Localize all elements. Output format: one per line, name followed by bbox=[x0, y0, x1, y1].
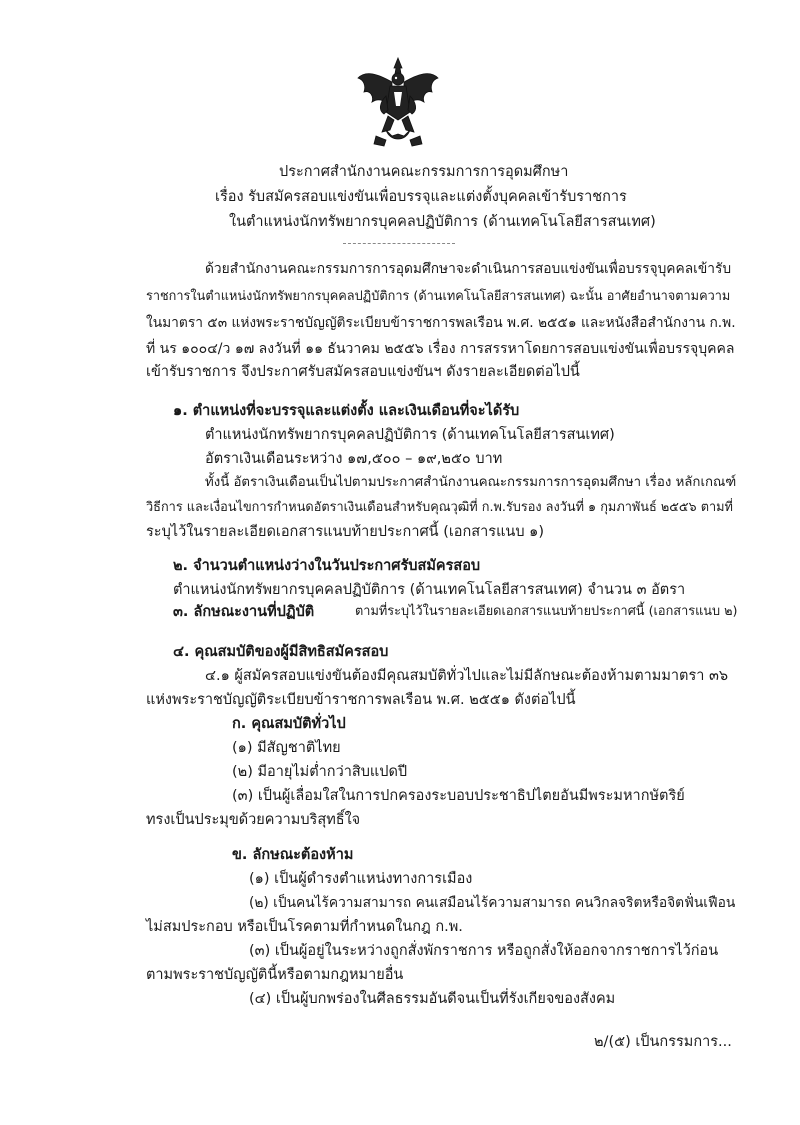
vacancy-count: ตำแหน่งนักทรัพยากรบุคคลปฏิบัติการ (ด้านเทคโนโลยีสารสนเทศ) จำนวน ๓ อัตรา bbox=[173, 582, 686, 598]
section-1-heading: ๑. ตำแหน่งที่จะบรรจุและแต่งตั้ง และเงินเดือนที่จะได้รับ bbox=[173, 403, 520, 419]
position-name: ตำแหน่งนักทรัพยากรบุคคลปฏิบัติการ (ด้านเทคโนโลยีสารสนเทศ) bbox=[205, 427, 615, 443]
general-qualification-item: (๑) มีสัญชาติไทย bbox=[232, 740, 341, 756]
announcement-title: ประกาศสำนักงานคณะกรรมการการอุดมศึกษา bbox=[279, 164, 569, 180]
title-divider bbox=[343, 243, 455, 244]
prohibited-characteristics-heading: ข. ลักษณะต้องห้าม bbox=[232, 847, 354, 863]
general-qualifications-heading: ก. คุณสมบัติทั่วไป bbox=[232, 716, 346, 732]
prohibited-item: (๒) เป็นคนไร้ความสามารถ คนเสมือนไร้ความสามารถ คนวิกลจริตหรือจิตฟั่นเฟือน bbox=[249, 895, 736, 911]
garuda-emblem-icon bbox=[356, 56, 440, 148]
intro-line: เข้ารับราชการ จึงประกาศรับสมัครสอบแข่งขันฯ ดังรายละเอียดต่อไปนี้ bbox=[146, 364, 580, 380]
section-3-heading: ๓. ลักษณะงานที่ปฏิบัติ bbox=[173, 604, 315, 620]
prohibited-item: (๔) เป็นผู้บกพร่องในศีลธรรมอันดีจนเป็นที่รังเกียจของสังคม bbox=[249, 991, 616, 1007]
section-4-heading: ๔. คุณสมบัติของผู้มีสิทธิสมัครสอบ bbox=[173, 644, 389, 660]
job-description-reference: ตามที่ระบุไว้ในรายละเอียดเอกสารแนบท้ายประกาศนี้ (เอกสารแนบ ๒) bbox=[355, 604, 738, 619]
salary-note-line: ทั้งนี้ อัตราเงินเดือนเป็นไปตามประกาศสำนักงานคณะกรรมการการอุดมศึกษา เรื่อง หลักเกณฑ์ bbox=[205, 475, 737, 490]
salary-note-line: วิธีการ และเงื่อนไขการกำหนดอัตราเงินเดือนสำหรับคุณวุฒิที่ ก.พ.รับรอง ลงวันที่ ๑ กุมภาพันธ์ ๒๕๕๖ ตามที่ bbox=[146, 500, 733, 515]
prohibited-item: ตามพระราชบัญญัตินี้หรือตามกฎหมายอื่น bbox=[146, 967, 404, 983]
intro-line: ด้วยสำนักงานคณะกรรมการการอุดมศึกษาจะดำเนินการสอบแข่งขันเพื่อบรรจุบุคคลเข้ารับ bbox=[205, 261, 732, 277]
prohibited-item: (๑) เป็นผู้ดำรงตำแหน่งทางการเมือง bbox=[249, 871, 473, 887]
intro-line: ในมาตรา ๕๓ แห่งพระราชบัญญัติระเบียบข้าราชการพลเรือน พ.ศ. ๒๕๕๑ และหนังสือสำนักงาน ก.พ. bbox=[146, 315, 736, 331]
intro-line: ที่ นร ๑๐๐๔/ว ๑๗ ลงวันที่ ๑๑ ธันวาคม ๒๕๕๖ เรื่อง การสรรหาโดยการสอบแข่งขันเพื่อบรรจุบุคคล bbox=[146, 341, 735, 357]
qualification-intro-line: แห่งพระราชบัญญัติระเบียบข้าราชการพลเรือน พ.ศ. ๒๕๕๑ ดังต่อไปนี้ bbox=[146, 692, 576, 708]
salary-range: อัตราเงินเดือนระหว่าง ๑๗,๕๐๐ – ๑๙,๒๕๐ บาท bbox=[205, 451, 503, 467]
salary-note-line: ระบุไว้ในรายละเอียดเอกสารแนบท้ายประกาศนี้ (เอกสารแนบ ๑) bbox=[146, 524, 545, 540]
general-qualification-item: (๓) เป็นผู้เลื่อมใสในการปกครองระบอบประชาธิปไตยอันมีพระมหากษัตริย์ bbox=[232, 788, 685, 804]
section-2-heading: ๒. จำนวนตำแหน่งว่างในวันประกาศรับสมัครสอบ bbox=[173, 558, 481, 574]
intro-line: ราชการในตำแหน่งนักทรัพยากรบุคคลปฏิบัติการ (ด้านเทคโนโลยีสารสนเทศ) ฉะนั้น อาศัยอำนาจตามความ bbox=[146, 289, 731, 304]
general-qualification-item: (๒) มีอายุไม่ต่ำกว่าสิบแปดปี bbox=[232, 764, 408, 780]
prohibited-item: ไม่สมประกอบ หรือเป็นโรคตามที่กำหนดในกฎ ก.พ. bbox=[146, 919, 463, 935]
announcement-subject-line2: ในตำแหน่งนักทรัพยากรบุคคลปฏิบัติการ (ด้านเทคโนโลยีสารสนเทศ) bbox=[229, 214, 656, 230]
qualification-intro-line: ๔.๑ ผู้สมัครสอบแข่งขันต้องมีคุณสมบัติทั่วไปและไม่มีลักษณะต้องห้ามตามมาตรา ๓๖ bbox=[205, 668, 729, 684]
announcement-subject: เรื่อง รับสมัครสอบแข่งขันเพื่อบรรจุและแต่งตั้งบุคคลเข้ารับราชการ bbox=[215, 189, 627, 205]
page-continuation: ๒/(๕) เป็นกรรมการ... bbox=[594, 1034, 732, 1050]
general-qualification-item: ทรงเป็นประมุขด้วยความบริสุทธิ์ใจ bbox=[146, 812, 361, 828]
prohibited-item: (๓) เป็นผู้อยู่ในระหว่างถูกสั่งพักราชการ หรือถูกสั่งให้ออกจากราชการไว้ก่อน bbox=[249, 943, 719, 959]
